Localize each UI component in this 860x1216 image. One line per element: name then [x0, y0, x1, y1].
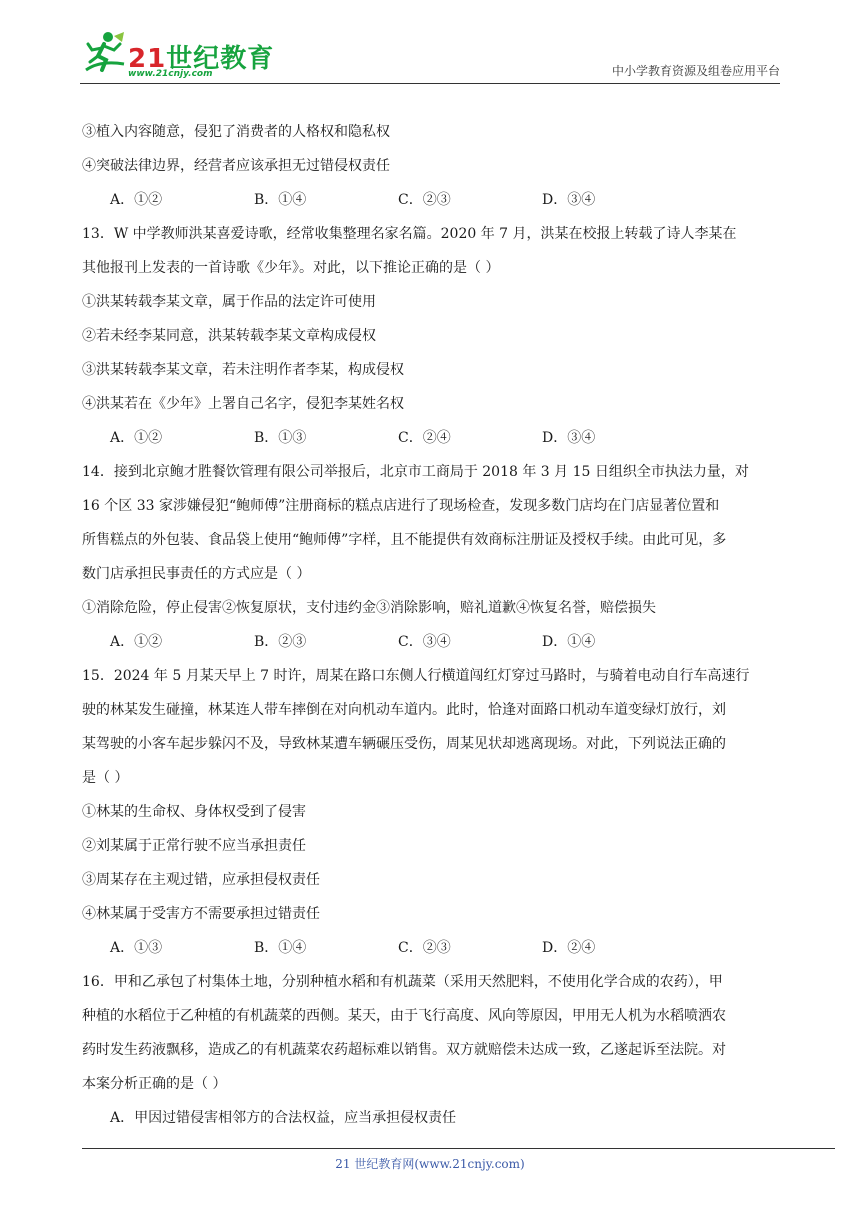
q15-statement-2: ②刘某属于正常行驶不应当承担责任: [82, 838, 306, 854]
q13-statement-2: ②若未经李某同意，洪某转载李某文章构成侵权: [82, 328, 376, 344]
question-content: [82, 115, 802, 1135]
header-divider: [80, 83, 780, 84]
q15-option-a[interactable]: A．①③: [110, 940, 163, 956]
q14-stem-line-2: 16 个区 33 家涉嫌侵犯“鲍师傅”注册商标的糕点店进行了现场检查，发现多数门店均在门店显著位置和: [82, 498, 720, 514]
q15-stem-line-2: 驶的林某发生碰撞，林某连人带车摔倒在对向机动车道内。此时，恰逢对面路口机动车道变绿灯放行，刘: [82, 702, 726, 718]
q13-option-a[interactable]: A．①②: [110, 430, 163, 446]
q15-option-b[interactable]: B．①④: [254, 940, 307, 956]
page-header: [80, 20, 780, 84]
logo-url: www.21cnjy.com: [128, 69, 213, 79]
q16-stem-line-2: 种植的水稻位于乙种植的有机蔬菜的西侧。某天，由于飞行高度、风向等原因，甲用无人机为水稻喷洒农: [82, 1008, 726, 1024]
q14-option-d[interactable]: D．①④: [542, 634, 596, 650]
q12-option-d[interactable]: D．③④: [542, 192, 596, 208]
site-logo[interactable]: [80, 28, 280, 84]
q12-statement-3: ③植入内容随意，侵犯了消费者的人格权和隐私权: [82, 124, 390, 140]
q14-stem-line-4: 数门店承担民事责任的方式应是（ ）: [82, 566, 311, 582]
q15-stem-line-4: 是（ ）: [82, 770, 129, 786]
q15-statement-1: ①林某的生命权、身体权受到了侵害: [82, 804, 306, 820]
q15-statement-4: ④林某属于受害方不需要承担过错责任: [82, 906, 320, 922]
footer-divider: [82, 1148, 835, 1149]
q15-statement-3: ③周某存在主观过错，应承担侵权责任: [82, 872, 320, 888]
q13-stem-line-1: 13．W 中学教师洪某喜爱诗歌，经常收集整理名家名篇。2020 年 7 月，洪某在校报上转载了诗人李某在: [82, 226, 737, 242]
q14-option-a[interactable]: A．①②: [110, 634, 163, 650]
q13-statement-1: ①洪某转载李某文章，属于作品的法定许可使用: [82, 294, 376, 310]
q13-stem-line-2: 其他报刊上发表的一首诗歌《少年》。对此，以下推论正确的是（ ）: [82, 260, 500, 276]
logo-wordmark: 21世纪教育: [128, 44, 275, 74]
q15-option-d[interactable]: D．②④: [542, 940, 596, 956]
q14-options: [82, 625, 802, 659]
q12-options: [82, 183, 802, 217]
q12-option-a[interactable]: A．①②: [110, 192, 163, 208]
q15-stem-line-1: 15．2024 年 5 月某天早上 7 时许，周某在路口东侧人行横道闯红灯穿过马路时，与骑着电动自行车高速行: [82, 668, 750, 684]
q14-stem-line-3: 所售糕点的外包装、食品袋上使用“鲍师傅”字样，且不能提供有效商标注册证及授权手续。由此可见，多: [82, 532, 727, 548]
q15-options: [82, 931, 802, 965]
runner-icon: [80, 30, 128, 78]
q14-stem-line-1: 14．接到北京鲍才胜餐饮管理有限公司举报后，北京市工商局于 2018 年 3 月 15 日组织全市执法力量，对: [82, 464, 749, 480]
q14-option-c[interactable]: C．③④: [398, 634, 451, 650]
q16-stem-line-4: 本案分析正确的是（ ）: [82, 1076, 227, 1092]
q12-statement-4: ④突破法律边界，经营者应该承担无过错侵权责任: [82, 158, 390, 174]
q16-option-a[interactable]: A．甲因过错侵害相邻方的合法权益，应当承担侵权责任: [110, 1110, 457, 1126]
page-footer[interactable]: 21 世纪教育网(www.21cnjy.com): [335, 1157, 525, 1171]
site-tagline: 中小学教育资源及组卷应用平台: [611, 64, 780, 78]
q13-statement-3: ③洪某转载李某文章，若未注明作者李某，构成侵权: [82, 362, 404, 378]
q16-stem-line-3: 药时发生药液飘移，造成乙的有机蔬菜农药超标难以销售。双方就赔偿未达成一致，乙遂起诉至法院。对: [82, 1042, 726, 1058]
q16-options: [82, 1101, 802, 1135]
q13-option-c[interactable]: C．②④: [398, 430, 451, 446]
q13-option-d[interactable]: D．③④: [542, 430, 596, 446]
q13-statement-4: ④洪某若在《少年》上署自己名字，侵犯李某姓名权: [82, 396, 404, 412]
q14-statements: ①消除危险，停止侵害②恢复原状，支付违约金③消除影响，赔礼道歉④恢复名誉，赔偿损失: [82, 600, 656, 616]
q16-stem-line-1: 16．甲和乙承包了村集体土地，分别种植水稻和有机蔬菜（采用天然肥料，不使用化学合成的农药），甲: [82, 974, 723, 990]
q12-option-c[interactable]: C．②③: [398, 192, 451, 208]
q12-option-b[interactable]: B．①④: [254, 192, 307, 208]
q14-option-b[interactable]: B．②③: [254, 634, 307, 650]
q15-stem-line-3: 某驾驶的小客车起步躲闪不及，导致林某遭车辆碾压受伤，周某见状却逃离现场。对此，下列说法正确的: [82, 736, 726, 752]
q13-option-b[interactable]: B．①③: [254, 430, 307, 446]
q15-option-c[interactable]: C．②③: [398, 940, 451, 956]
q13-options: [82, 421, 802, 455]
